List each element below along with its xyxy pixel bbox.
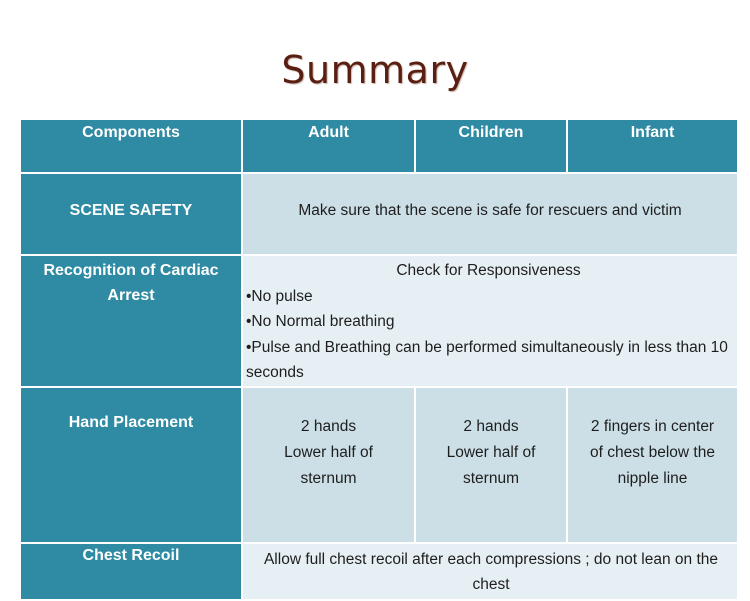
recognition-bullet: •No pulse (246, 287, 313, 305)
page-title: Summary (281, 48, 469, 92)
hand-placement-infant (567, 387, 738, 543)
hand-adult-line: Lower half of (284, 443, 373, 461)
row-label-recognition: Recognition of Cardiac Arrest (20, 255, 242, 387)
hand-adult-line: 2 hands (300, 417, 357, 435)
hand-children-line: 2 hands (463, 417, 519, 435)
scene-safety-text: Make sure that the scene is safe for rescuers and victim (242, 173, 738, 255)
hand-children-line: Lower half of (446, 443, 536, 461)
recognition-heading: Check for Responsiveness (396, 262, 581, 279)
chest-recoil-text: Allow full chest recoil after each compressions ; do not lean on the chest (242, 543, 738, 600)
hand-placement-adult (242, 387, 415, 543)
table-row-hand-placement (20, 387, 738, 543)
summary-table (19, 118, 739, 601)
table-row-chest-recoil (20, 543, 738, 600)
recognition-cell (242, 255, 738, 387)
header-infant: Infant (567, 119, 738, 173)
header-children: Children (415, 119, 567, 173)
recognition-bullet: •Pulse and Breathing can be performed simultaneously in less than 10 seconds (246, 338, 728, 381)
hand-infant-line: of chest below the (590, 443, 715, 461)
hand-adult-line: sternum (300, 469, 357, 487)
table-row-recognition (20, 255, 738, 387)
row-label-chest-recoil: Chest Recoil (20, 543, 242, 600)
recognition-bullet: •No Normal breathing (246, 313, 395, 330)
header-adult: Adult (242, 119, 415, 173)
hand-children-line: sternum (463, 469, 519, 487)
table-row-scene-safety (20, 173, 738, 255)
hand-placement-children (415, 387, 567, 543)
row-label-hand-placement: Hand Placement (20, 387, 242, 543)
row-label-scene-safety: SCENE SAFETY (20, 173, 242, 255)
hand-infant-line: nipple line (617, 469, 688, 487)
hand-infant-line: 2 fingers in center (590, 417, 715, 435)
table-header-row (20, 119, 738, 173)
header-components: Components (20, 119, 242, 173)
